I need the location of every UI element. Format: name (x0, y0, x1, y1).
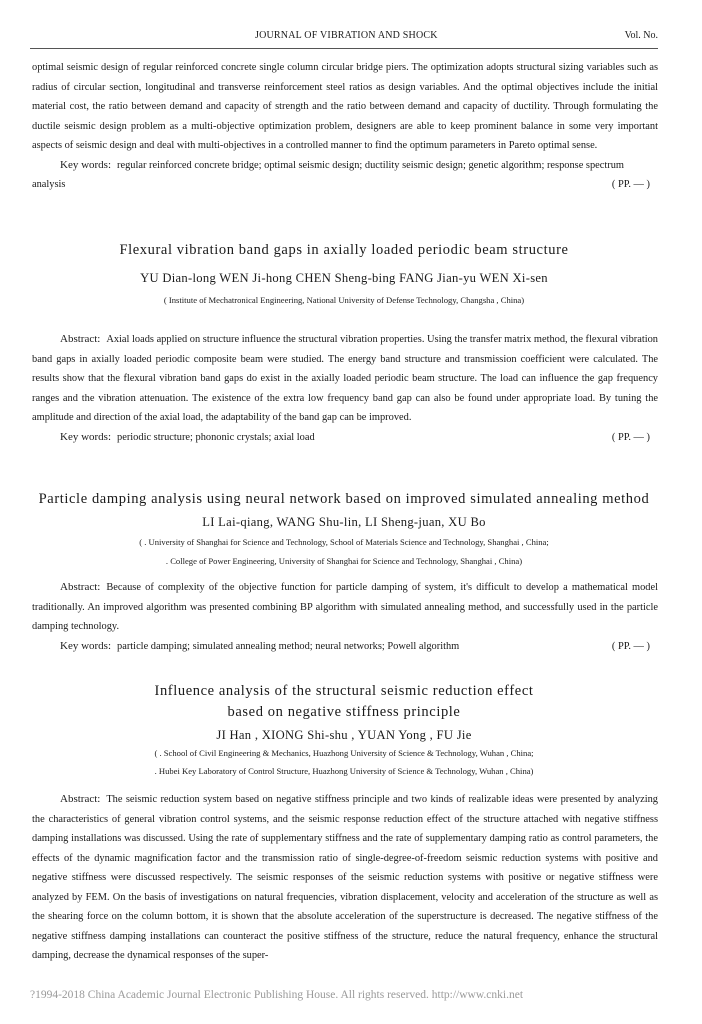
page-range: ( PP. — ) (611, 431, 650, 443)
article-affiliation: . Hubei Key Laboratory of Control Structure, Huazhong University of Science & Technology, Wuhan , China) (154, 766, 534, 776)
prev-abstract-text: optimal seismic design of regular reinforced concrete single column circular bridge piers. The optimization adopts structural sizing variables such as radius of circular section, longitudinal and transverse reinforcement steel ratios as design variables. And the optimal objectives include the initial material cost, the ratio between demand and capacity of strength and the ratio between demand and capacity of ductility. Through formulating the ductile seismic design problem as a multi-objective optimization problem, designers are able to keep prominent balance in some very important aspects of seismic design and deal with multi-objectives in a controlled manner to find the optimum parameters in Pareto optimal sense. (32, 62, 658, 151)
abstract-label: Abstract: (60, 333, 101, 345)
keywords-label: Key words: (60, 639, 112, 652)
abstract-label: Abstract: (60, 793, 101, 805)
volume-number: Vol. No. (624, 30, 658, 41)
page-range: ( PP. — ) (611, 179, 650, 190)
article-title: Influence analysis of the structural seismic reduction effect (154, 683, 534, 699)
abstract-body: The seismic reduction system based on negative stiffness principle and two kinds of realizable ideas were presented by analyzing the characteristics of general vibration control systems, and the seismic response reduction effect of the structure attached with negative stiffness damping installations was discussed. Using the rate of supplementary stiffness and the rate of supplementary damping ratio as control parameters, the effects of the dynamic magnification factor and the transmission ratio of single-degree-of-freedom seismic reduction systems with positive and negative stiffness were discussed respectively. The seismic responses of the seismic reduction systems with positive or negative stiffness were analyzed by FEM. On the basis of investigations on natural frequencies, vibration displacement, velocity and acceleration of the structure as well as the shearing force on the column bottom, it is shown that the absolute acceleration of the superstructure is decreased. The negative stiffness of the negative stiffness damping installations can counteract the positive stiffness of the structure, reduce the natural frequency, enhance the structural damping, decrease the dynamical responses of the super- (32, 794, 658, 961)
keywords-text: regular reinforced concrete bridge; optimal seismic design; ductility seismic design; genetic algorithm; response spectrum analysis (32, 159, 625, 190)
running-header (30, 28, 658, 49)
abstract-body: Axial loads applied on structure influence the structural vibration properties. Using the transfer matrix method, the flexural vibration band gaps in axially loaded periodic composite beam were studied. The energy band structure and transmission coefficient were calculated. The results show that the flexural vibration band gaps do exist in the axially loaded periodic beam structure. The load can influence the gap frequency ranges and the vibration attenuation. The existence of the extra low frequency band gap can also be found under appropriate load. By tuning the amplitude and direction of the axial load, the adaptability of the band gap can be improved. (32, 334, 658, 423)
article-keywords (32, 428, 658, 448)
keywords-text: periodic structure; phononic crystals; axial load (117, 431, 315, 443)
article-authors: JI Han , XIONG Shi-shu , YUAN Yong , FU Jie (216, 728, 472, 742)
article-title: Particle damping analysis using neural network based on improved simulated annealing method (38, 491, 650, 507)
abstract-text (32, 330, 658, 428)
abstract-text (32, 790, 658, 966)
copyright-footer: ?1994-2018 China Academic Journal Electronic Publishing House. All rights reserved. http://www.cnki.net (30, 989, 524, 1001)
article-authors: LI Lai-qiang, WANG Shu-lin, LI Sheng-juan, XU Bo (202, 515, 486, 529)
keywords-label: Key words: (60, 430, 112, 443)
prev-abstract-block (32, 58, 658, 195)
article-abstract-block (32, 578, 658, 656)
abstract-label: Abstract: (60, 581, 101, 593)
article-abstract-block (32, 330, 658, 447)
article-title: Flexural vibration band gaps in axially loaded periodic beam structure (119, 242, 569, 258)
keywords-label: Key words: (60, 158, 112, 171)
article-keywords (32, 637, 658, 657)
journal-name: JOURNAL OF VIBRATION AND SHOCK (255, 30, 438, 41)
abstract-body: Because of complexity of the objective function for particle damping of system, it's difficult to develop a mathematical model traditionally. An improved algorithm was presented combining BP algorithm with simulated annealing method, and successfully used in the particle damping technology. (32, 582, 658, 632)
article-affiliation: ( . School of Civil Engineering & Mechanics, Huazhong University of Science & Technology, Wuhan , China; (154, 748, 534, 758)
article-abstract-block (32, 790, 658, 966)
prev-keywords (32, 156, 658, 195)
article-title-line2: based on negative stiffness principle (227, 704, 461, 720)
keywords-text: particle damping; simulated annealing method; neural networks; Powell algorithm (117, 640, 460, 652)
article-affiliation: ( Institute of Mechatronical Engineering, National University of Defense Technology, Changsha , China) (163, 295, 525, 305)
article-affiliation: ( . University of Shanghai for Science and Technology, School of Materials Science and Technology, Shanghai , China; (139, 537, 549, 547)
page-range: ( PP. — ) (611, 640, 650, 652)
article-affiliation: . College of Power Engineering, University of Shanghai for Science and Technology, Shanghai , China) (165, 556, 523, 566)
abstract-text (32, 578, 658, 637)
article-authors: YU Dian-long WEN Ji-hong CHEN Sheng-bing FANG Jian-yu WEN Xi-sen (140, 271, 548, 285)
